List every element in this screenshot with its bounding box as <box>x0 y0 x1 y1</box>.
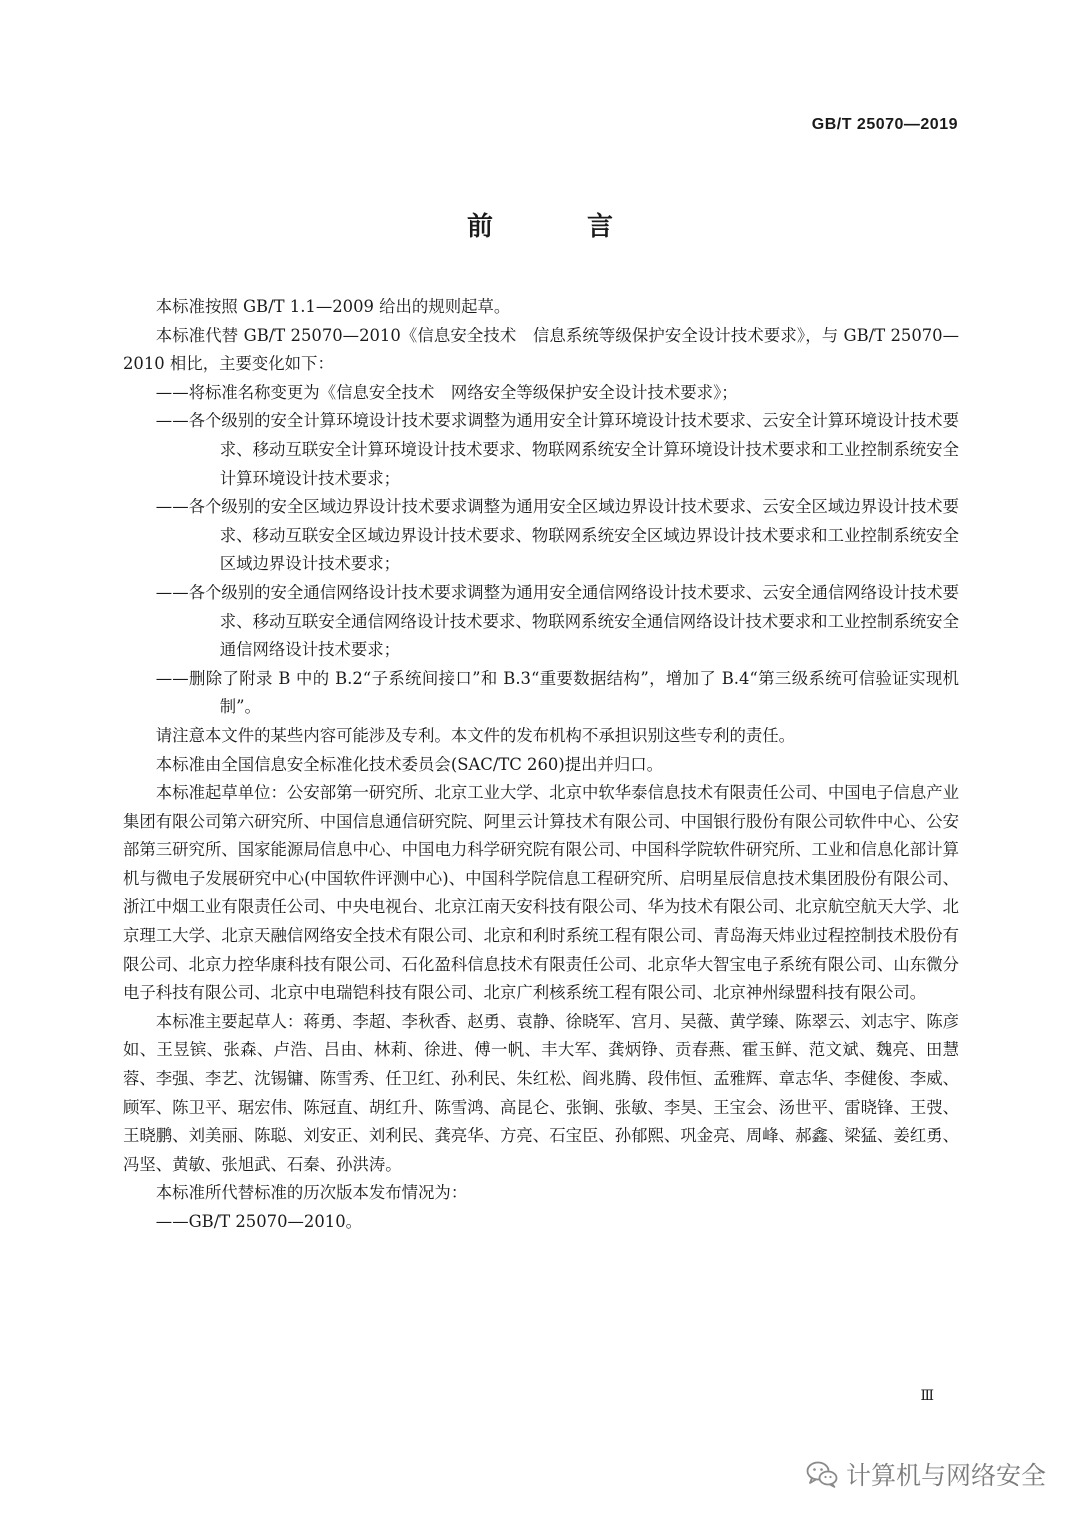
history-item: ——GB/T 25070—2010。 <box>155 1212 363 1231</box>
page-title: 前 言 <box>466 212 647 242</box>
standard-code: GB/T 25070—2019 <box>811 116 958 133</box>
change-item: ——各个级别的安全区域边界设计技术要求调整为通用安全区域边界设计技术要求、云安全区域边界设计技术要求、移动互联安全区域边界设计技术要求、物联网系统安全区域边界设计技术要求和工业控制系统安全区域边界设计技术要求； <box>155 497 959 574</box>
change-item: ——将标准名称变更为《信息安全技术 网络安全等级保护安全设计技术要求》； <box>155 382 738 402</box>
change-item: ——各个级别的安全通信网络设计技术要求调整为通用安全通信网络设计技术要求、云安全通信网络设计技术要求、移动互联安全通信网络设计技术要求、物联网系统安全通信网络设计技术要求和工业控制系统安全通信网络设计技术要求； <box>155 582 959 660</box>
page-number: Ⅲ <box>920 1388 934 1404</box>
wechat-icon <box>806 1460 838 1488</box>
paragraph-replaces: 本标准代替 GB/T 25070—2010《信息安全技术 信息系统等级保护安全设计技术要求》，与 GB/T 25070—2010 相比，主要变化如下： <box>123 325 959 374</box>
change-item: ——删除了附录 B 中的 B.2“子系统间接口”和 B.3“重要数据结构”，增加了 B.4“第三级系统可信验证实现机制”。 <box>155 668 959 717</box>
paragraph-drafters: 本标准主要起草人：蒋勇、李超、李秋香、赵勇、袁静、徐晓军、宫月、吴薇、黄学臻、陈翠云、刘志宇、陈彦如、王昱镔、张森、卢浩、吕由、林莉、徐进、傅一帆、丰大军、龚炳铮、贡春燕、霍玉鲜、范文斌、魏亮、田慧蓉、李强、李艺、沈锡镛、陈雪秀、任卫红、孙利民、朱红松、阎兆腾、段伟恒、孟雅辉、章志华、李健俊、李威、顾军、陈卫平、琚宏伟、陈冠直、胡红升、陈雪鸿、高昆仑、张锏、张敏、李昊、王宝会、汤世平、雷晓锋、王弢、王晓鹏、刘美丽、陈聪、刘安正、刘利民、龚亮华、方亮、石宝臣、孙郁熙、巩金亮、周峰、郝鑫、梁猛、姜红勇、冯坚、黄敏、张旭武、石秦、孙洪涛。 <box>123 1011 959 1174</box>
paragraph-proposer: 本标准由全国信息安全标准化技术委员会(SAC/TC 260)提出并归口。 <box>155 754 664 774</box>
paragraph-history: 本标准所代替标准的历次版本发布情况为： <box>155 1183 468 1203</box>
change-item: ——各个级别的安全计算环境设计技术要求调整为通用安全计算环境设计技术要求、云安全计算环境设计技术要求、移动互联安全计算环境设计技术要求、物联网系统安全计算环境设计技术要求和工业控制系统安全计算环境设计技术要求； <box>155 411 959 488</box>
paragraph-drafting-units: 本标准起草单位：公安部第一研究所、北京工业大学、北京中软华泰信息技术有限责任公司、中国电子信息产业集团有限公司第六研究所、中国信息通信研究院、阿里云计算技术有限公司、中国银行股份有限公司软件中心、公安部第三研究所、国家能源局信息中心、中国电力科学研究院有限公司、中国科学院软件研究所、工业和信息化部计算机与微电子发展研究中心(中国软件评测中心)、中国科学院信息工程研究所、启明星辰信息技术集团股份有限公司、浙江中烟工业有限责任公司、中央电视台、北京江南天安科技有限公司、华为技术有限公司、北京航空航天大学、北京理工大学、北京天融信网络安全技术有限公司、北京和利时系统工程有限公司、青岛海天炜业过程控制技术股份有限公司、北京力控华康科技有限公司、石化盈科信息技术有限责任公司、北京华大智宝电子系统有限公司、山东微分电子科技有限公司、北京中电瑞铠科技有限公司、北京广利核系统工程有限公司、北京神州绿盟科技有限公司。 <box>123 783 959 1003</box>
paragraph-patent-notice: 请注意本文件的某些内容可能涉及专利。本文件的发布机构不承担识别这些专利的责任。 <box>155 725 796 745</box>
foreword-body <box>123 293 959 1237</box>
watermark <box>806 1456 1046 1492</box>
paragraph-drafting-rules: 本标准按照 GB/T 1.1—2009 给出的规则起草。 <box>155 297 511 316</box>
watermark-text: 计算机与网络安全 <box>845 1461 1046 1490</box>
